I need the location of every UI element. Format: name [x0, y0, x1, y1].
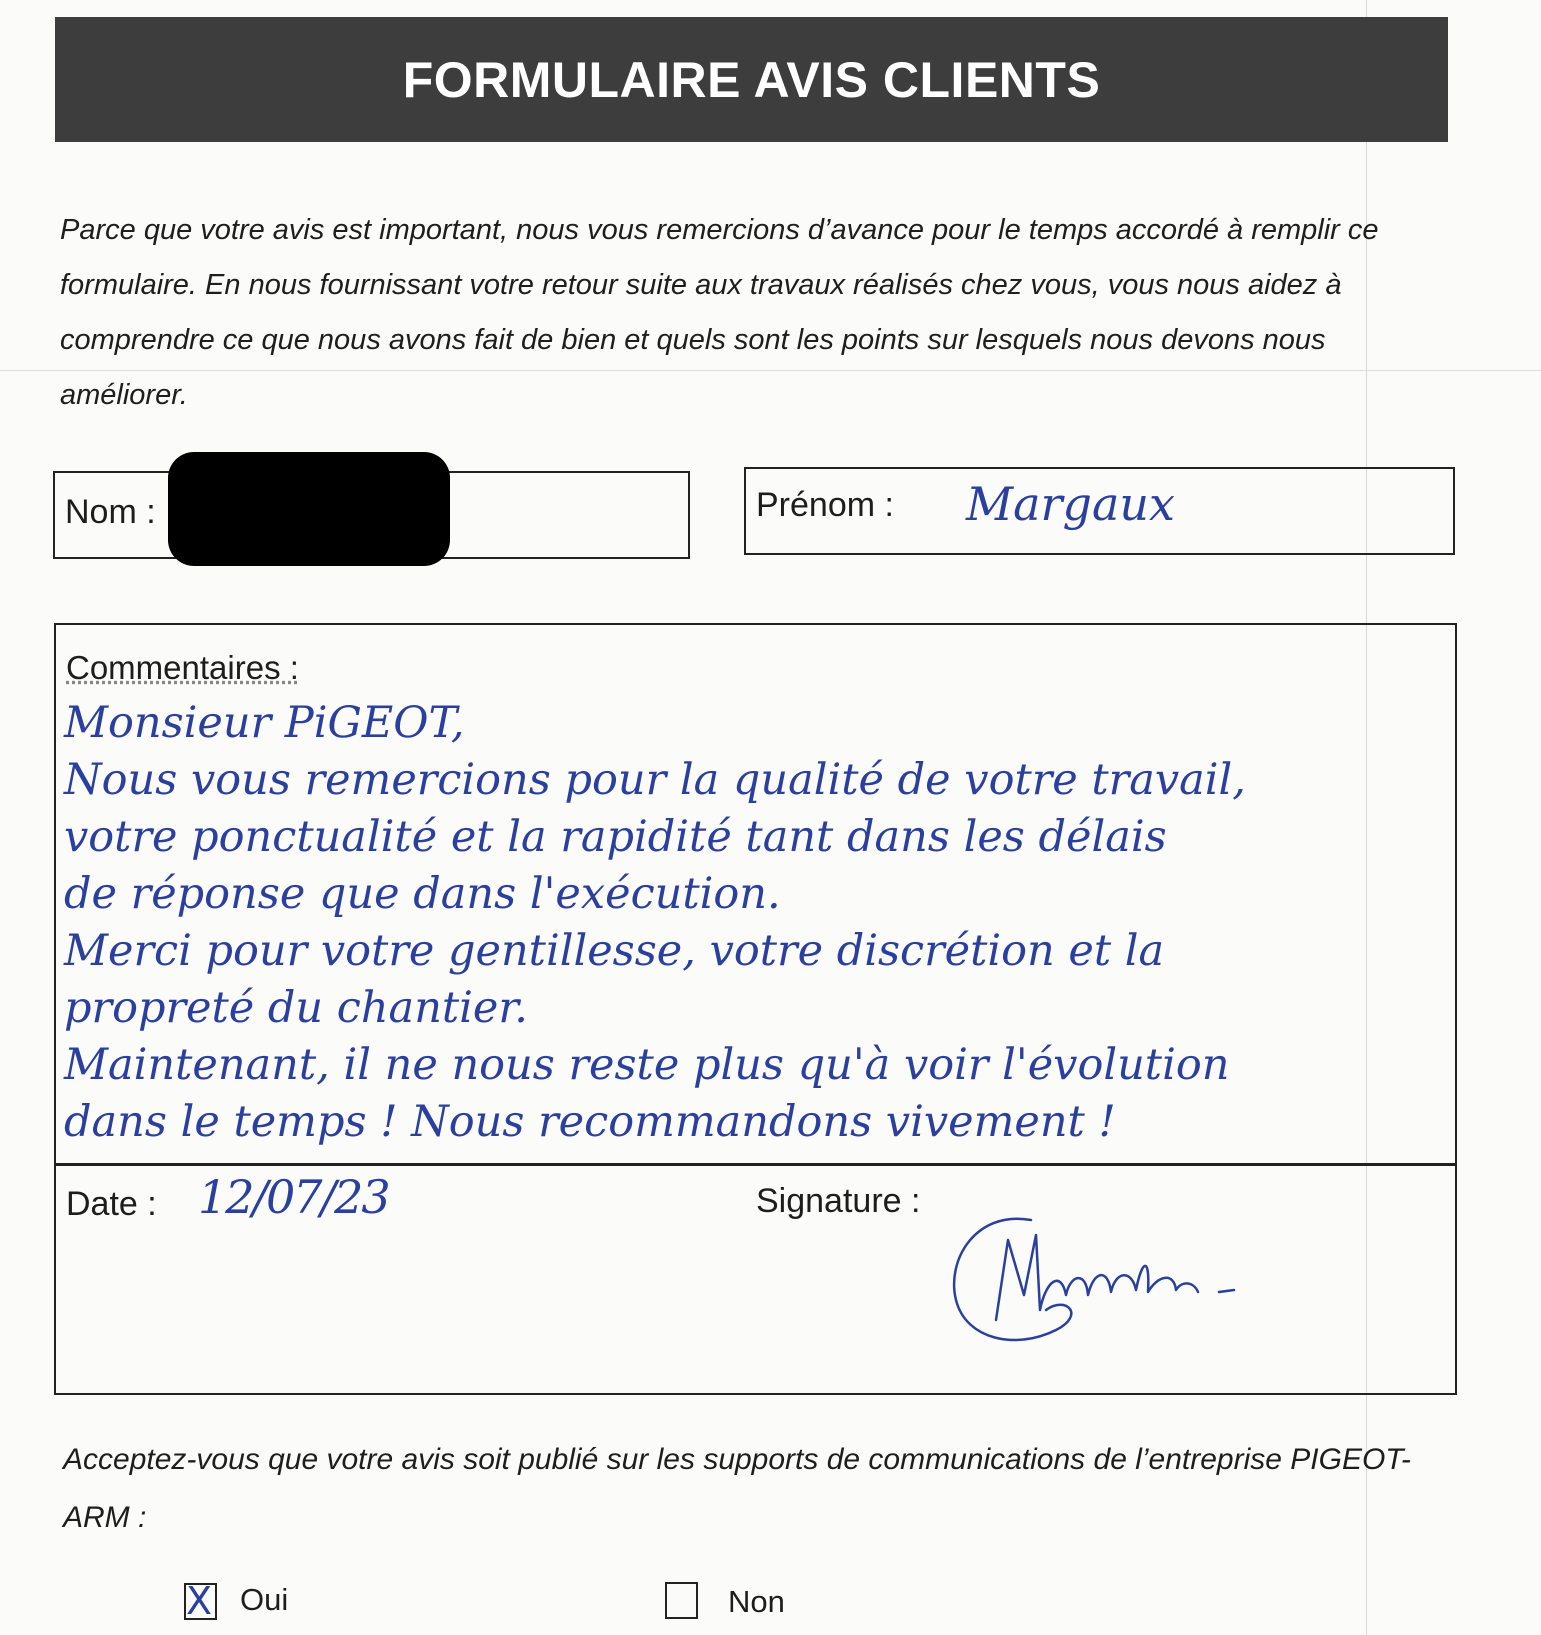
comment-line: Nous vous remercions pour la qualité de votre travail,: [64, 755, 1246, 805]
oui-label: Oui: [240, 1582, 289, 1617]
comment-line: Merci pour votre gentillesse, votre discrétion et la: [64, 926, 1165, 976]
nom-label: Nom :: [65, 493, 156, 531]
comment-line: Monsieur PiGEOT,: [64, 698, 465, 748]
check-mark: X: [186, 1579, 213, 1623]
comment-line: votre ponctualité et la rapidité tant dans les délais: [64, 812, 1167, 862]
form-title: FORMULAIRE AVIS CLIENTS: [402, 51, 1101, 108]
comments-label: Commentaires :: [66, 649, 299, 686]
prenom-handwritten-value: Margaux: [966, 477, 1175, 531]
date-label: Date :: [66, 1185, 157, 1223]
non-label: Non: [728, 1584, 785, 1619]
intro-paragraph: Parce que votre avis est important, nous vous remercions d’avance pour le temps accordé à remplir ce formulaire. En nous fournissant votre retour suite aux travaux réalisés chez vous, vous nous aidez à comprendre ce que nous avons fait de bien et quels sont les points sur lesquels nous devons nous améliorer.: [60, 214, 1379, 411]
non-checkbox[interactable]: [665, 1582, 698, 1619]
handwritten-comment: [64, 695, 1246, 1151]
consent-question: Acceptez-vous que votre avis soit publié sur les supports de communications de l’entreprise PIGEOT-ARM :: [63, 1443, 1411, 1534]
comment-line: Maintenant, il ne nous reste plus qu'à voir l'évolution: [64, 1040, 1230, 1090]
comment-line: de réponse que dans l'exécution.: [64, 869, 781, 919]
signature-label: Signature :: [756, 1182, 921, 1220]
comment-line: dans le temps ! Nous recommandons vivement !: [64, 1097, 1116, 1147]
redaction-block: [168, 452, 450, 566]
divider: [56, 1163, 1455, 1166]
oui-checkbox[interactable]: [184, 1579, 217, 1623]
prenom-label: Prénom :: [756, 486, 894, 524]
signature-drawing: [936, 1200, 1296, 1360]
comments-box[interactable]: [54, 623, 1457, 1395]
comment-line: propreté du chantier.: [64, 983, 528, 1033]
date-handwritten-value: 12/07/23: [198, 1170, 389, 1224]
prenom-field[interactable]: [744, 467, 1455, 555]
header-banner: [55, 17, 1448, 142]
